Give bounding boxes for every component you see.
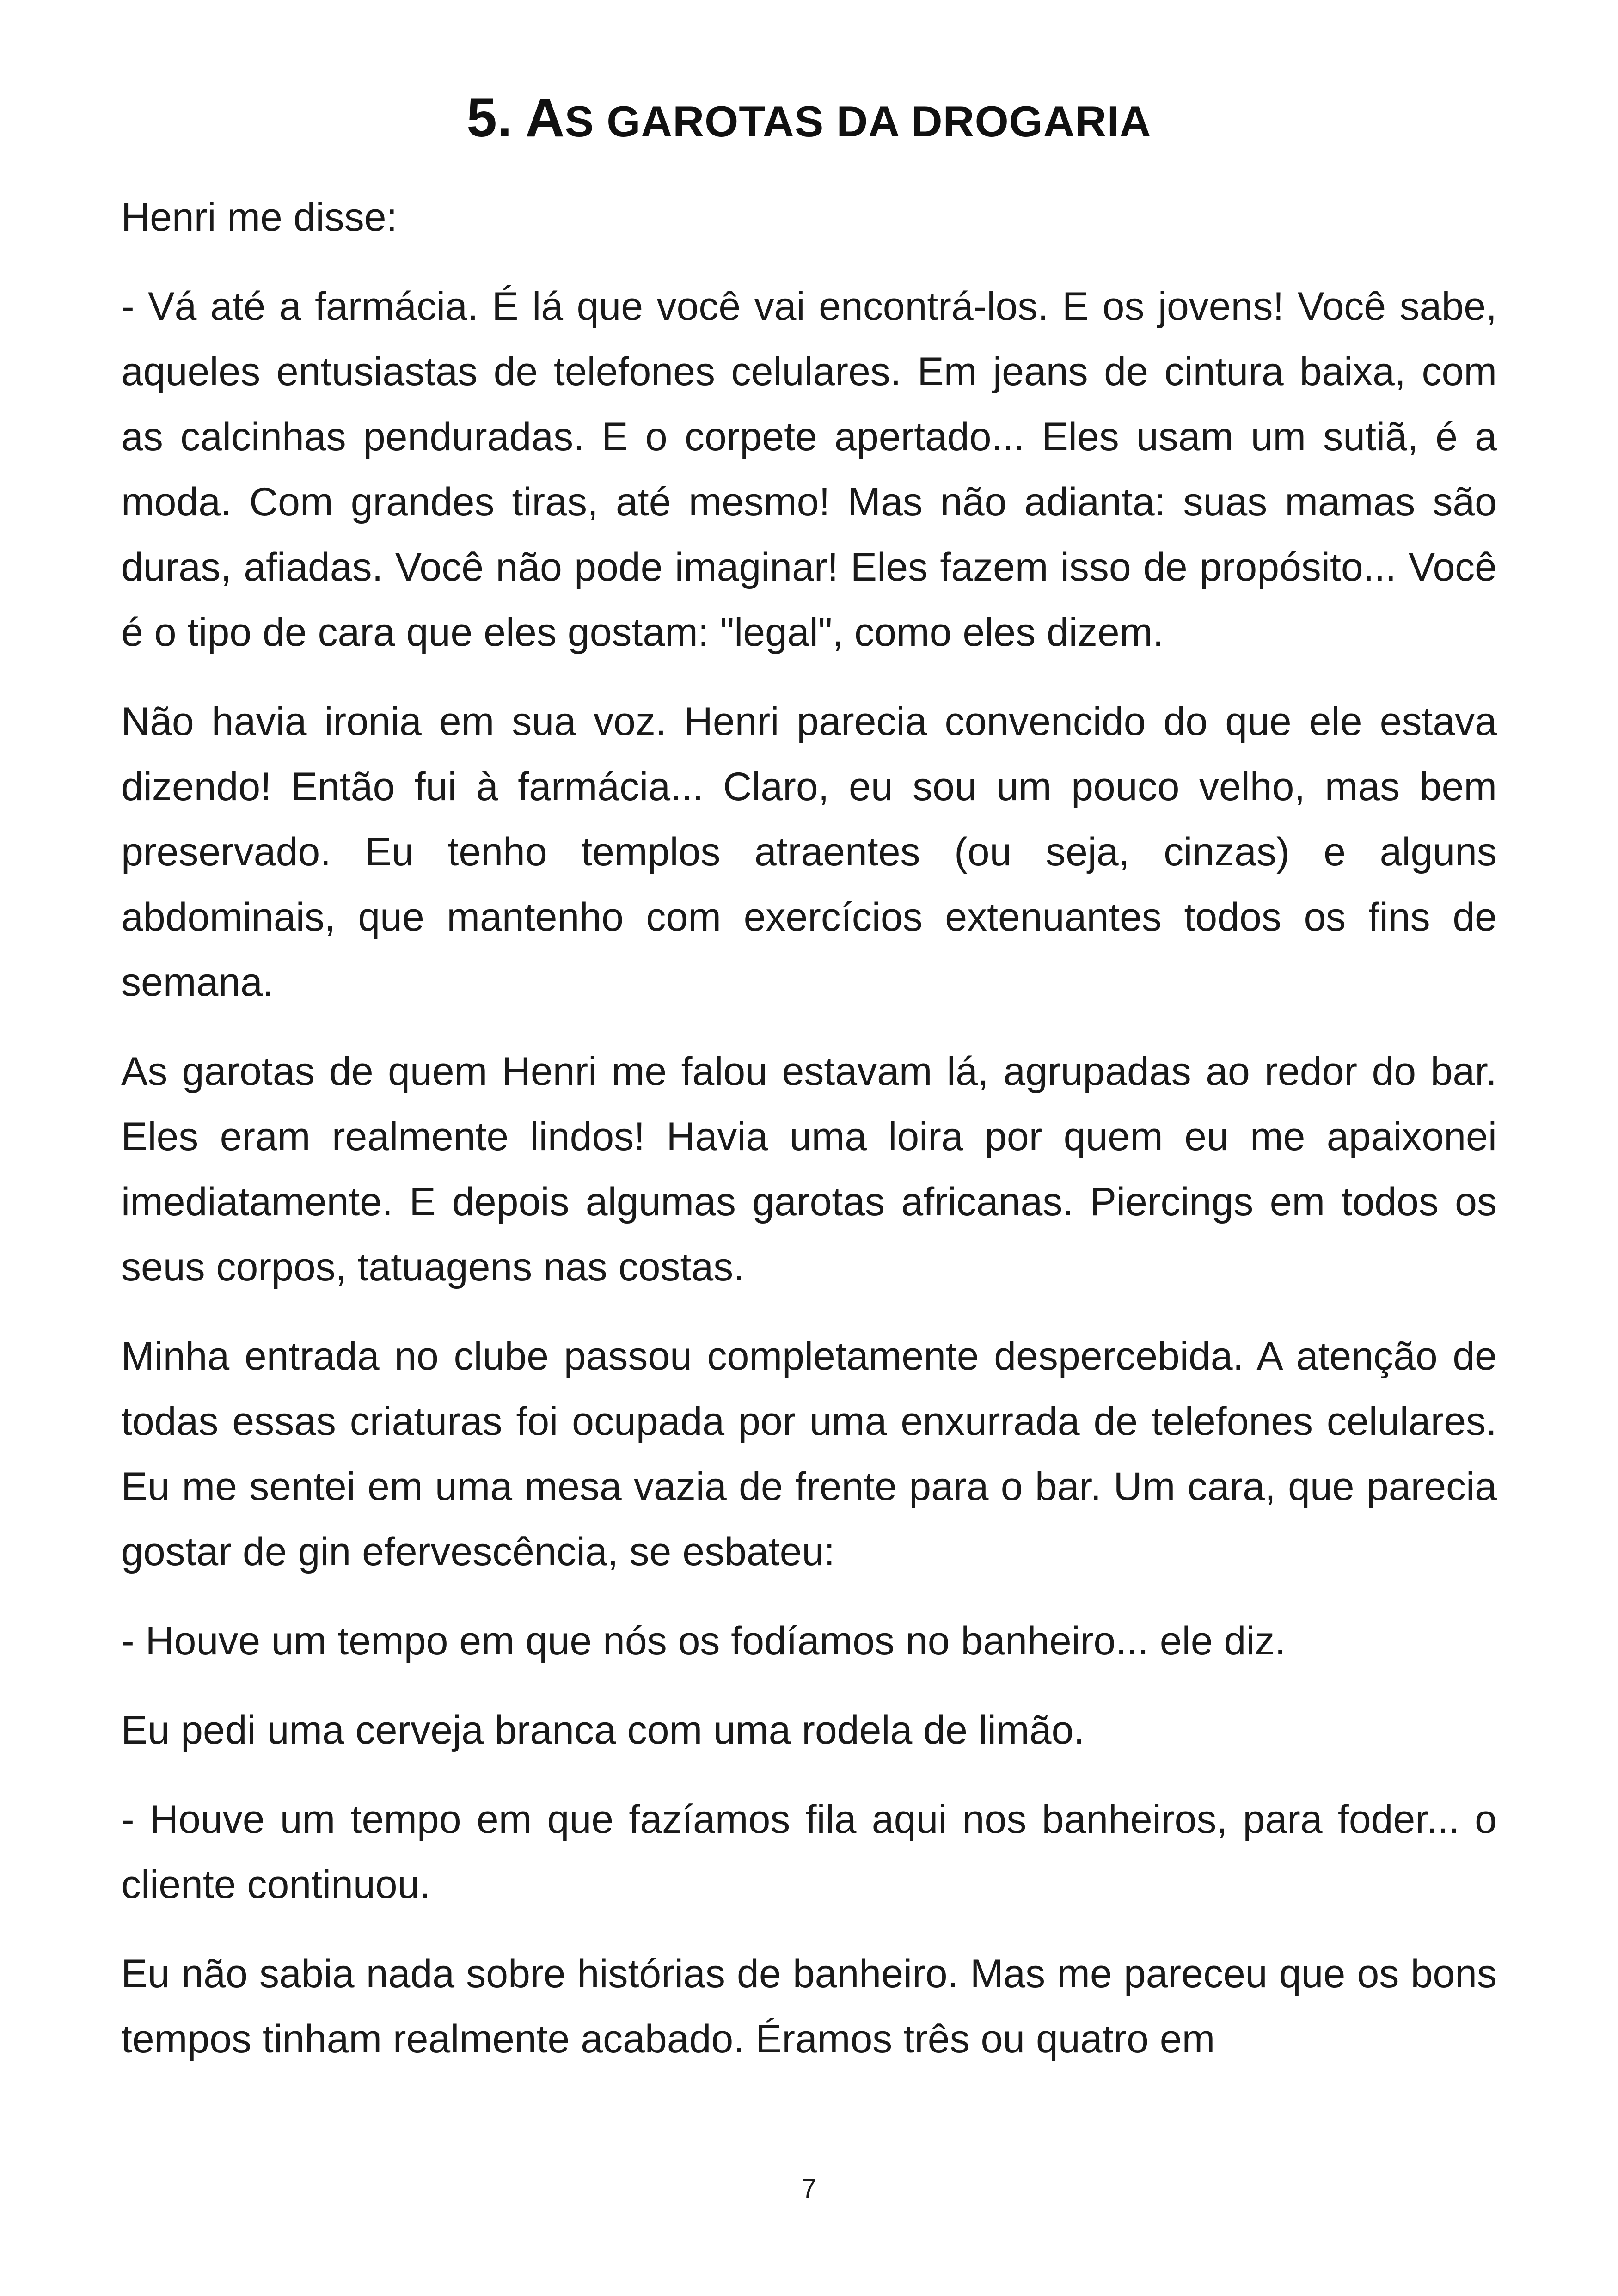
paragraph: Eu pedi uma cerveja branca com uma rodela de limão. <box>121 1708 1085 1752</box>
paragraph: - Houve um tempo em que nós os fodíamos no banheiro... ele diz. <box>121 1619 1286 1663</box>
paragraph: As garotas de quem Henri me falou estavam lá, agrupadas ao redor do bar. Eles eram realmente lindos! Havia uma loira por quem eu me apaixonei imediatamente. E depois algumas garotas africanas. Piercings em todos os seus corpos, tatuagens nas costas. <box>121 1049 1497 1289</box>
chapter-number: 5. <box>466 87 526 148</box>
paragraph: Eu não sabia nada sobre histórias de banheiro. Mas me pareceu que os bons tempos tinham realmente acabado. Éramos três ou quatro em <box>121 1952 1497 2061</box>
body-text <box>121 185 1497 2096</box>
paragraph: - Vá até a farmácia. É lá que você vai encontrá-los. E os jovens! Você sabe, aqueles entusiastas de telefones celulares. Em jeans de cintura baixa, com as calcinhas penduradas. E o corpete apertado... Eles usam um sutiã, é a moda. Com grandes tiras, até mesmo! Mas não adianta: suas mamas são duras, afiadas. Você não pode imaginar! Eles fazem isso de propósito... Você é o tipo de cara que eles gostam: "legal", como eles dizem. <box>121 284 1497 655</box>
paragraph: Não havia ironia em sua voz. Henri parecia convencido do que ele estava dizendo! Então fui à farmácia... Claro, eu sou um pouco velho, mas bem preservado. Eu tenho templos atraentes (ou seja, cinzas) e alguns abdominais, que mantenho com exercícios extenuantes todos os fins de semana. <box>121 699 1497 1004</box>
chapter-title-rest: S GAROTAS DA DROGARIA <box>564 97 1152 146</box>
paragraph: Minha entrada no clube passou completamente despercebida. A atenção de todas essas criaturas foi ocupada por uma enxurrada de telefones celulares. Eu me sentei em uma mesa vazia de frente para o bar. Um cara, que parecia gostar de gin efervescência, se esbateu: <box>121 1334 1497 1574</box>
chapter-title <box>0 86 1618 154</box>
page-number: 7 <box>801 2174 817 2204</box>
chapter-title-initial: A <box>525 87 565 148</box>
paragraph: Henri me disse: <box>121 195 398 239</box>
paragraph: - Houve um tempo em que fazíamos fila aqui nos banheiros, para foder... o cliente continuou. <box>121 1797 1497 1907</box>
